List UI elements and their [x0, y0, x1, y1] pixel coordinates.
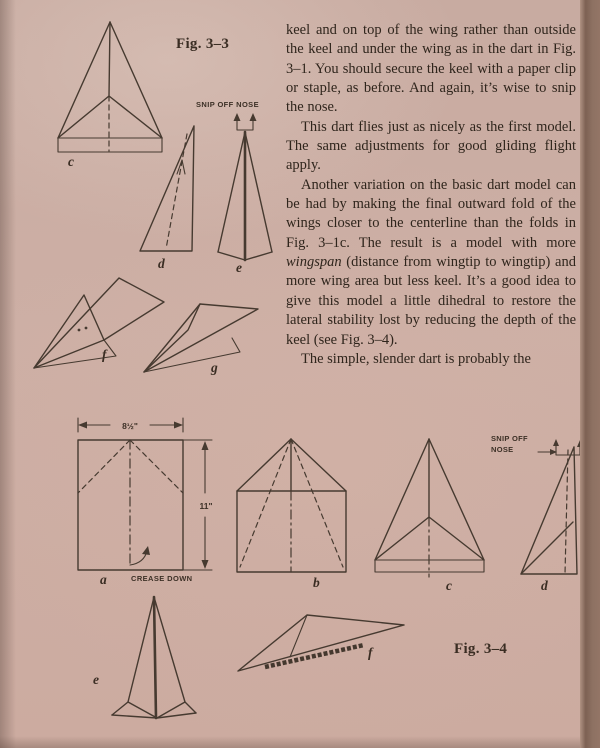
sheet-height-dimension: 11": [199, 501, 213, 511]
fig3-4-diagram-e-wide-dart: [86, 590, 220, 726]
fig3-4-label-e: e: [93, 672, 99, 687]
fig3-3-label-g: g: [211, 360, 218, 375]
snip-off-label-line1: SNIP OFF: [491, 434, 528, 443]
paragraph-3-italic-word: wingspan: [286, 254, 342, 271]
fig3-3-diagram-d-narrow-fold: [135, 122, 201, 258]
paragraph-3: [286, 176, 576, 350]
sheet-width-dimension: 8½": [122, 421, 138, 431]
paragraph-3-end: (distance from wingtip to wingtip) and more wing area but less keel. It’s a good idea to give this model a little dihedral to restore the lateral stability lost by reducing the depth of the keel (see Fig. 3–4).: [286, 254, 576, 348]
paragraph-4: The simple, slender dart is probably the: [301, 350, 531, 367]
fig3-4-diagram-d-slender-fold: [486, 426, 590, 582]
fig3-4-label-f: f: [368, 645, 373, 660]
fig3-4-label-d: d: [541, 578, 548, 593]
fig3-4-diagram-b-fold: [228, 430, 356, 580]
fig3-4-label-a: a: [100, 572, 107, 587]
fig3-4-diagram-f-dart-perspective: [230, 603, 414, 681]
page-bottom-shadow: [0, 736, 600, 748]
paragraph-3-start: Another variation on the basic dart model can be had by making the final outward fold of the wings closer to the centerline than the folds in Fig. 3–1c. The result is a model with more: [286, 176, 576, 251]
fig3-4-diagram-a-sheet: [70, 413, 218, 575]
fig-3-4-caption: Fig. 3–4: [454, 641, 508, 657]
snip-off-nose-label-top: SNIP OFF NOSE: [196, 100, 259, 109]
page-left-shadow: [0, 0, 16, 748]
fig3-4-label-c: c: [446, 578, 452, 593]
paragraph-1: keel and on top of the wing rather than outside the keel and under the wing as in the dart in Fig. 3–1. You should secure the keel with a paper clip or staple, as before. And again, it’s wise to snip the nose.: [286, 22, 576, 116]
fig3-4-label-b: b: [313, 575, 320, 590]
snip-off-label-line2: NOSE: [491, 445, 514, 454]
fig3-3-label-f: f: [102, 347, 107, 362]
fig3-3-label-d: d: [158, 256, 165, 271]
page-right-edge: [580, 0, 600, 748]
fig-3-3-caption: Fig. 3–3: [176, 36, 230, 52]
fig3-4-diagram-c-dart-front-view: [368, 430, 492, 582]
paragraph-2: This dart flies just as nicely as the first model. The same adjustments for good gliding flight apply.: [286, 118, 576, 174]
fig3-3-label-c: c: [68, 154, 74, 169]
fig3-3-label-e: e: [236, 260, 242, 275]
crease-down-label: CREASE DOWN: [131, 574, 193, 583]
text-column: [286, 21, 576, 369]
fig3-3-diagram-g-dart-perspective: [136, 294, 282, 390]
fig3-3-diagram-e-slender-dart: [208, 110, 284, 272]
